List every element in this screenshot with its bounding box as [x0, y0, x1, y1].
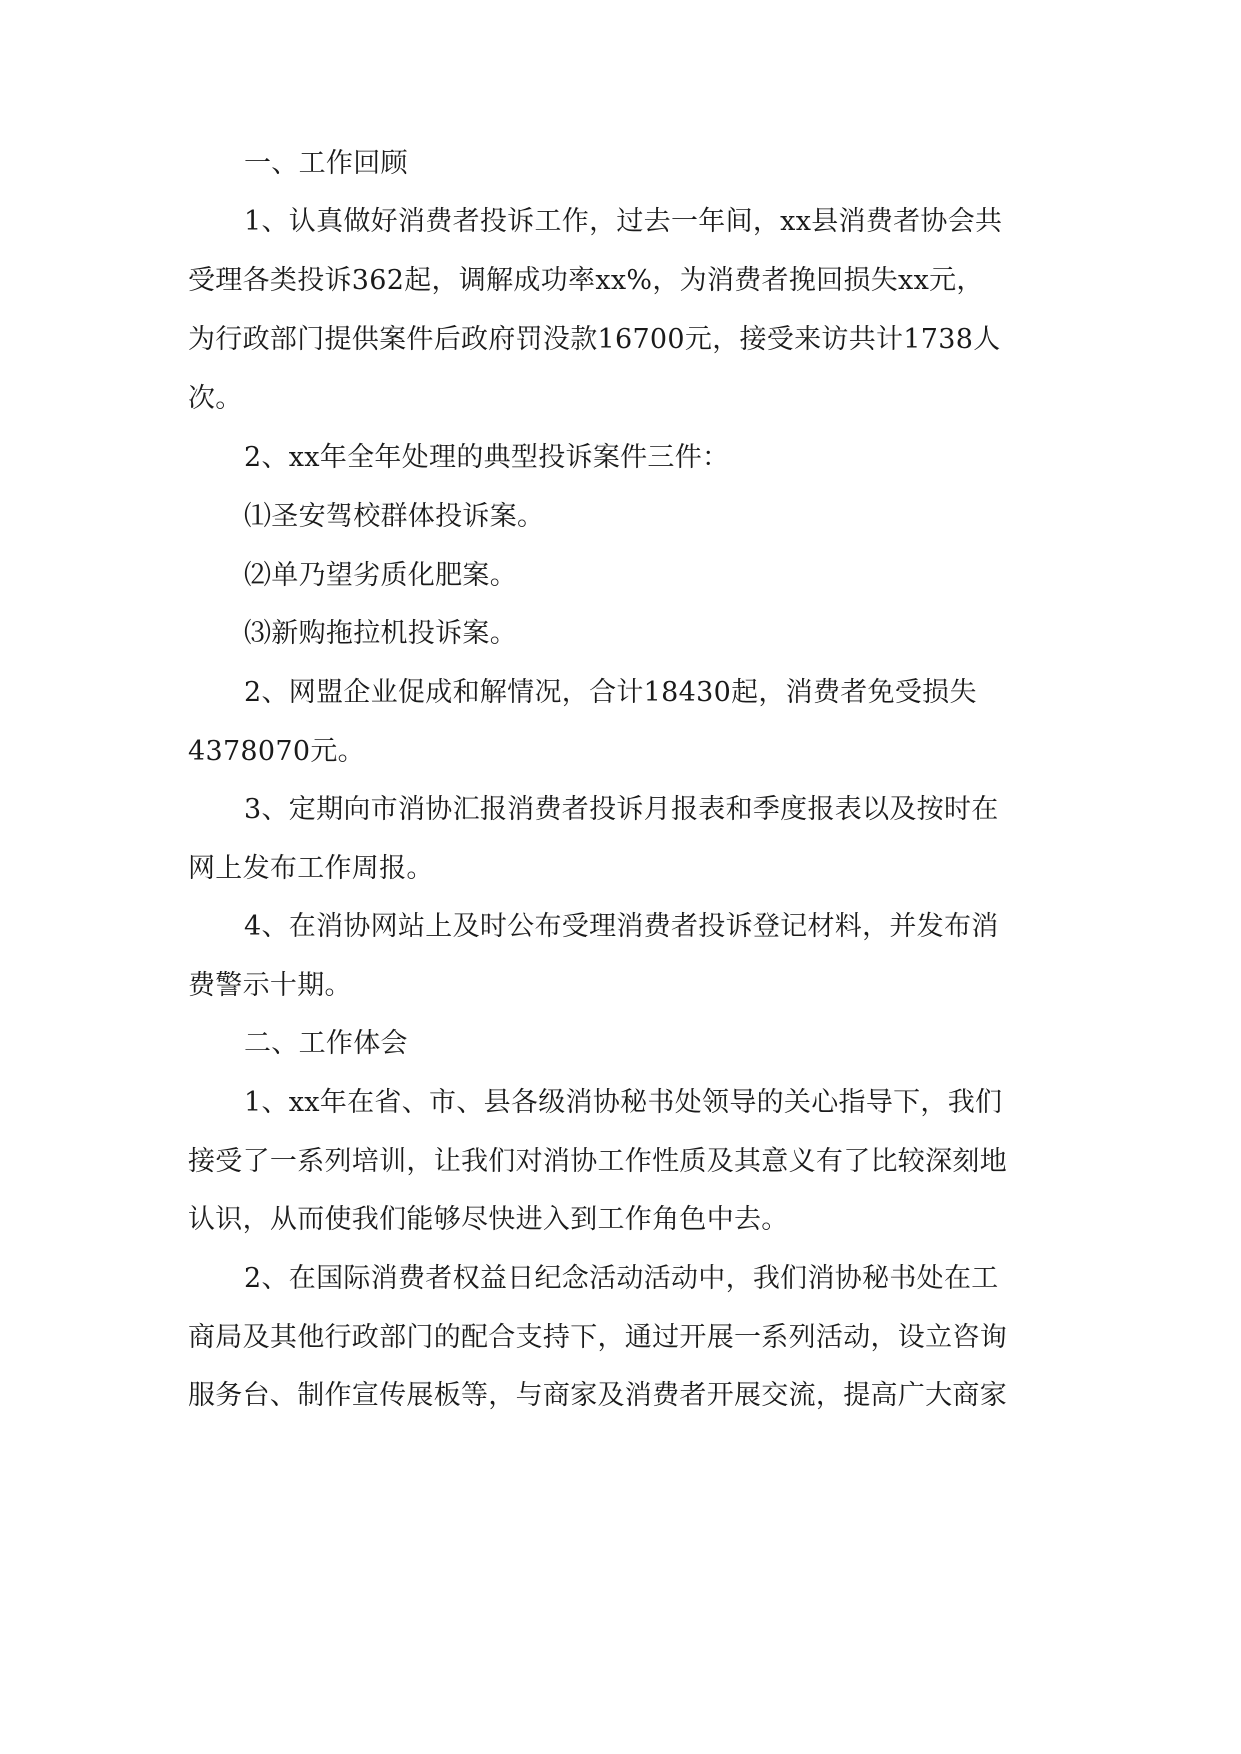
section-heading-review: 一、工作回顾 [244, 148, 408, 179]
paragraph-line: 3、定期向市消协汇报消费者投诉月报表和季度报表以及按时在 [244, 794, 999, 825]
list-item: ⑶新购拖拉机投诉案。 [244, 618, 517, 649]
paragraph-line: 为行政部门提供案件后政府罚没款16700元，接受来访共计1738人 [188, 324, 1001, 355]
paragraph-line: 网上发布工作周报。 [188, 853, 434, 884]
paragraph-line: 1、xx年在省、市、县各级消协秘书处领导的关心指导下，我们 [244, 1087, 1003, 1118]
paragraph-line: 商局及其他行政部门的配合支持下，通过开展一系列活动，设立咨询 [188, 1322, 1007, 1353]
list-item: ⑴圣安驾校群体投诉案。 [244, 501, 545, 532]
list-item: ⑵单乃望劣质化肥案。 [244, 560, 517, 591]
paragraph-line: 接受了一系列培训，让我们对消协工作性质及其意义有了比较深刻地 [188, 1146, 1007, 1177]
paragraph-line: 2、在国际消费者权益日纪念活动活动中，我们消协秘书处在工 [244, 1263, 999, 1294]
paragraph-line: 认识，从而使我们能够尽快进入到工作角色中去。 [188, 1204, 789, 1235]
paragraph-line: 2、xx年全年处理的典型投诉案件三件： [244, 442, 730, 473]
paragraph-line: 1、认真做好消费者投诉工作，过去一年间，xx县消费者协会共 [244, 206, 1003, 237]
paragraph-line: 2、网盟企业促成和解情况，合计18430起，消费者免受损失 [244, 677, 977, 708]
paragraph-line: 4、在消协网站上及时公布受理消费者投诉登记材料，并发布消 [244, 911, 999, 942]
paragraph-line: 次。 [188, 383, 243, 414]
paragraph-line: 服务台、制作宣传展板等，与商家及消费者开展交流，提高广大商家 [188, 1380, 1007, 1411]
paragraph-line: 受理各类投诉362起，调解成功率xx%，为消费者挽回损失xx元， [188, 265, 984, 296]
section-heading-experience: 二、工作体会 [244, 1028, 408, 1059]
paragraph-line: 费警示十期。 [188, 970, 352, 1001]
paragraph-line: 4378070元。 [188, 736, 365, 767]
